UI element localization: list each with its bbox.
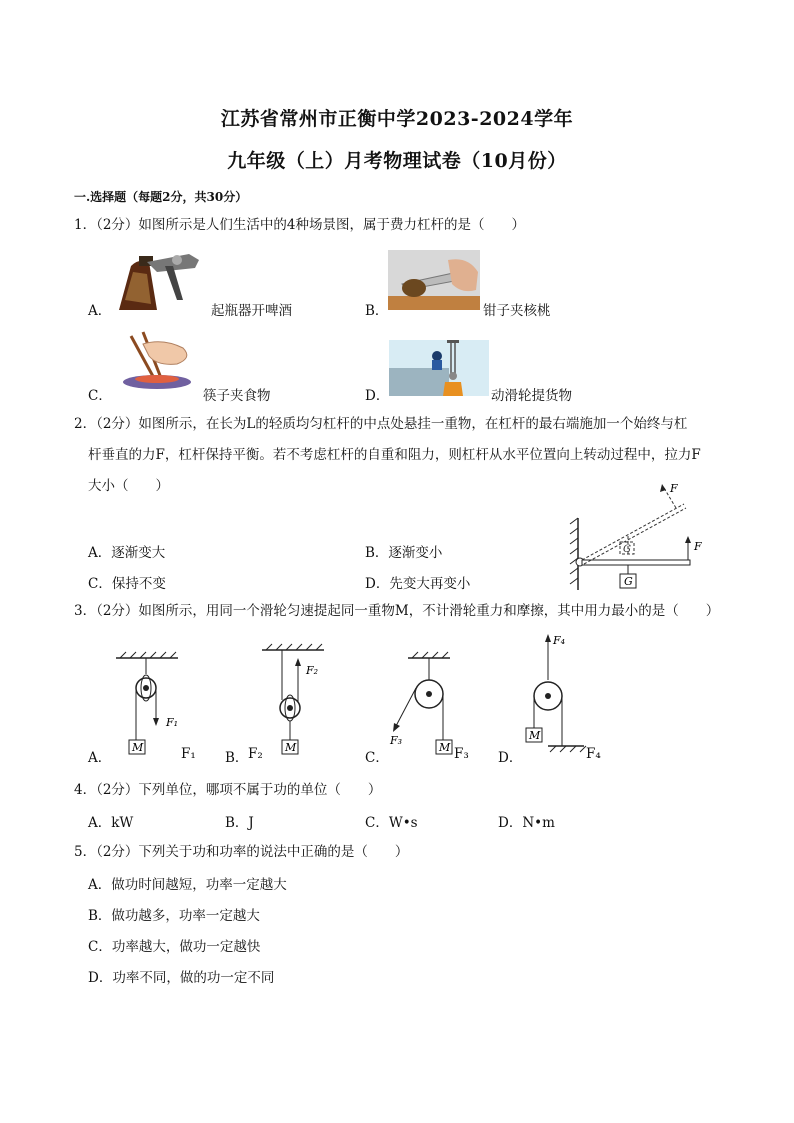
q3-option-c-label: C． <box>365 750 389 766</box>
q1-option-d-caption: 动滑轮提货物 <box>491 388 572 404</box>
q3-fig-f3: F₃ <box>390 734 403 747</box>
q3-option-c-value: F₃ <box>454 746 469 762</box>
q2-stem-line-3: 大小（ ） <box>88 478 169 494</box>
q1-stem: 1．（2分）如图所示是人们生活中的4种场景图，属于费力杠杆的是（ ） <box>74 217 526 233</box>
q4-option-d: D．N•m <box>498 815 555 831</box>
q1-pulley-lifting-image <box>389 340 489 396</box>
q1-option-c-caption: 筷子夹食物 <box>203 388 271 404</box>
q3-option-a-label: A． <box>88 750 112 766</box>
q3-fig-f1: F₁ <box>166 716 179 729</box>
q3-fig-m-a: M <box>132 741 144 754</box>
title-line-2: 九年级（上）月考物理试卷（10月份） <box>227 150 567 172</box>
q3-option-d-label: D． <box>498 750 523 766</box>
q2-stem-line-1: 2．（2分）如图所示，在长为L的轻质均匀杠杆的中点处悬挂一重物，在杠杆的最右端施加一个始终与杠 <box>74 416 688 432</box>
q5-option-c: C．功率越大，做功一定越快 <box>88 939 261 955</box>
q3-fig-m-b: M <box>285 741 297 754</box>
q3-option-d-value: F₄ <box>586 746 601 762</box>
q1-chopsticks-image <box>113 330 203 392</box>
q2-lever-diagram <box>566 478 716 592</box>
q1-option-b-label: B． <box>365 303 389 319</box>
q5-option-b: B．做功越多，功率一定越大 <box>88 908 260 924</box>
q2-fig-f-label-horizontal: F <box>694 540 702 553</box>
q1-option-d-label: D． <box>365 388 390 404</box>
q1-option-b-caption: 钳子夹核桃 <box>483 303 551 319</box>
q3-fig-f2: F₂ <box>306 664 319 677</box>
q5-option-d: D．功率不同，做的功一定不同 <box>88 970 275 986</box>
q4-stem: 4．（2分）下列单位，哪项不属于功的单位（ ） <box>74 782 382 798</box>
q3-fig-m-c: M <box>439 741 451 754</box>
q3-option-b-value: F₂ <box>248 746 263 762</box>
q3-fig-m-d: M <box>529 729 541 742</box>
section-heading: 一.选择题（每题2分，共30分） <box>74 190 248 204</box>
q2-option-d: D．先变大再变小 <box>365 576 471 592</box>
q1-bottle-opener-image <box>117 252 209 310</box>
q2-option-c: C．保持不变 <box>88 576 166 592</box>
title-line-1: 江苏省常州市正衡中学2023-2024学年 <box>220 108 574 130</box>
q4-option-b: B．J <box>225 815 254 831</box>
q2-fig-f-label-tilted: F <box>670 482 678 495</box>
q5-option-a: A．做功时间越短，功率一定越大 <box>88 877 287 893</box>
q2-fig-g-label: G <box>624 575 633 588</box>
q3-option-a-value: F₁ <box>181 746 196 762</box>
q4-option-c: C．W•s <box>365 815 418 831</box>
q3-fig-f4: F₄ <box>553 634 566 647</box>
q1-option-a-label: A． <box>88 303 112 319</box>
q1-option-a-caption: 起瓶器开啤酒 <box>211 303 292 319</box>
q2-stem-line-2: 杆垂直的力F，杠杆保持平衡。若不考虑杠杆的自重和阻力，则杠杆从水平位置向上转动过程中，拉力F <box>88 447 701 463</box>
q5-stem: 5．（2分）下列关于功和功率的说法中正确的是（ ） <box>74 844 409 860</box>
q4-option-a: A．kW <box>88 815 134 831</box>
q1-nutcracker-image <box>388 250 480 310</box>
q2-option-b: B．逐渐变小 <box>365 545 443 561</box>
q2-option-a: A．逐渐变大 <box>88 545 166 561</box>
q3-stem: 3．（2分）如图所示，用同一个滑轮匀速提起同一重物M，不计滑轮重力和摩擦，其中用力最小的是（ ） <box>74 603 720 619</box>
q1-option-c-label: C． <box>88 388 112 404</box>
svg-text:G: G <box>623 544 631 555</box>
q3-option-b-label: B． <box>225 750 249 766</box>
